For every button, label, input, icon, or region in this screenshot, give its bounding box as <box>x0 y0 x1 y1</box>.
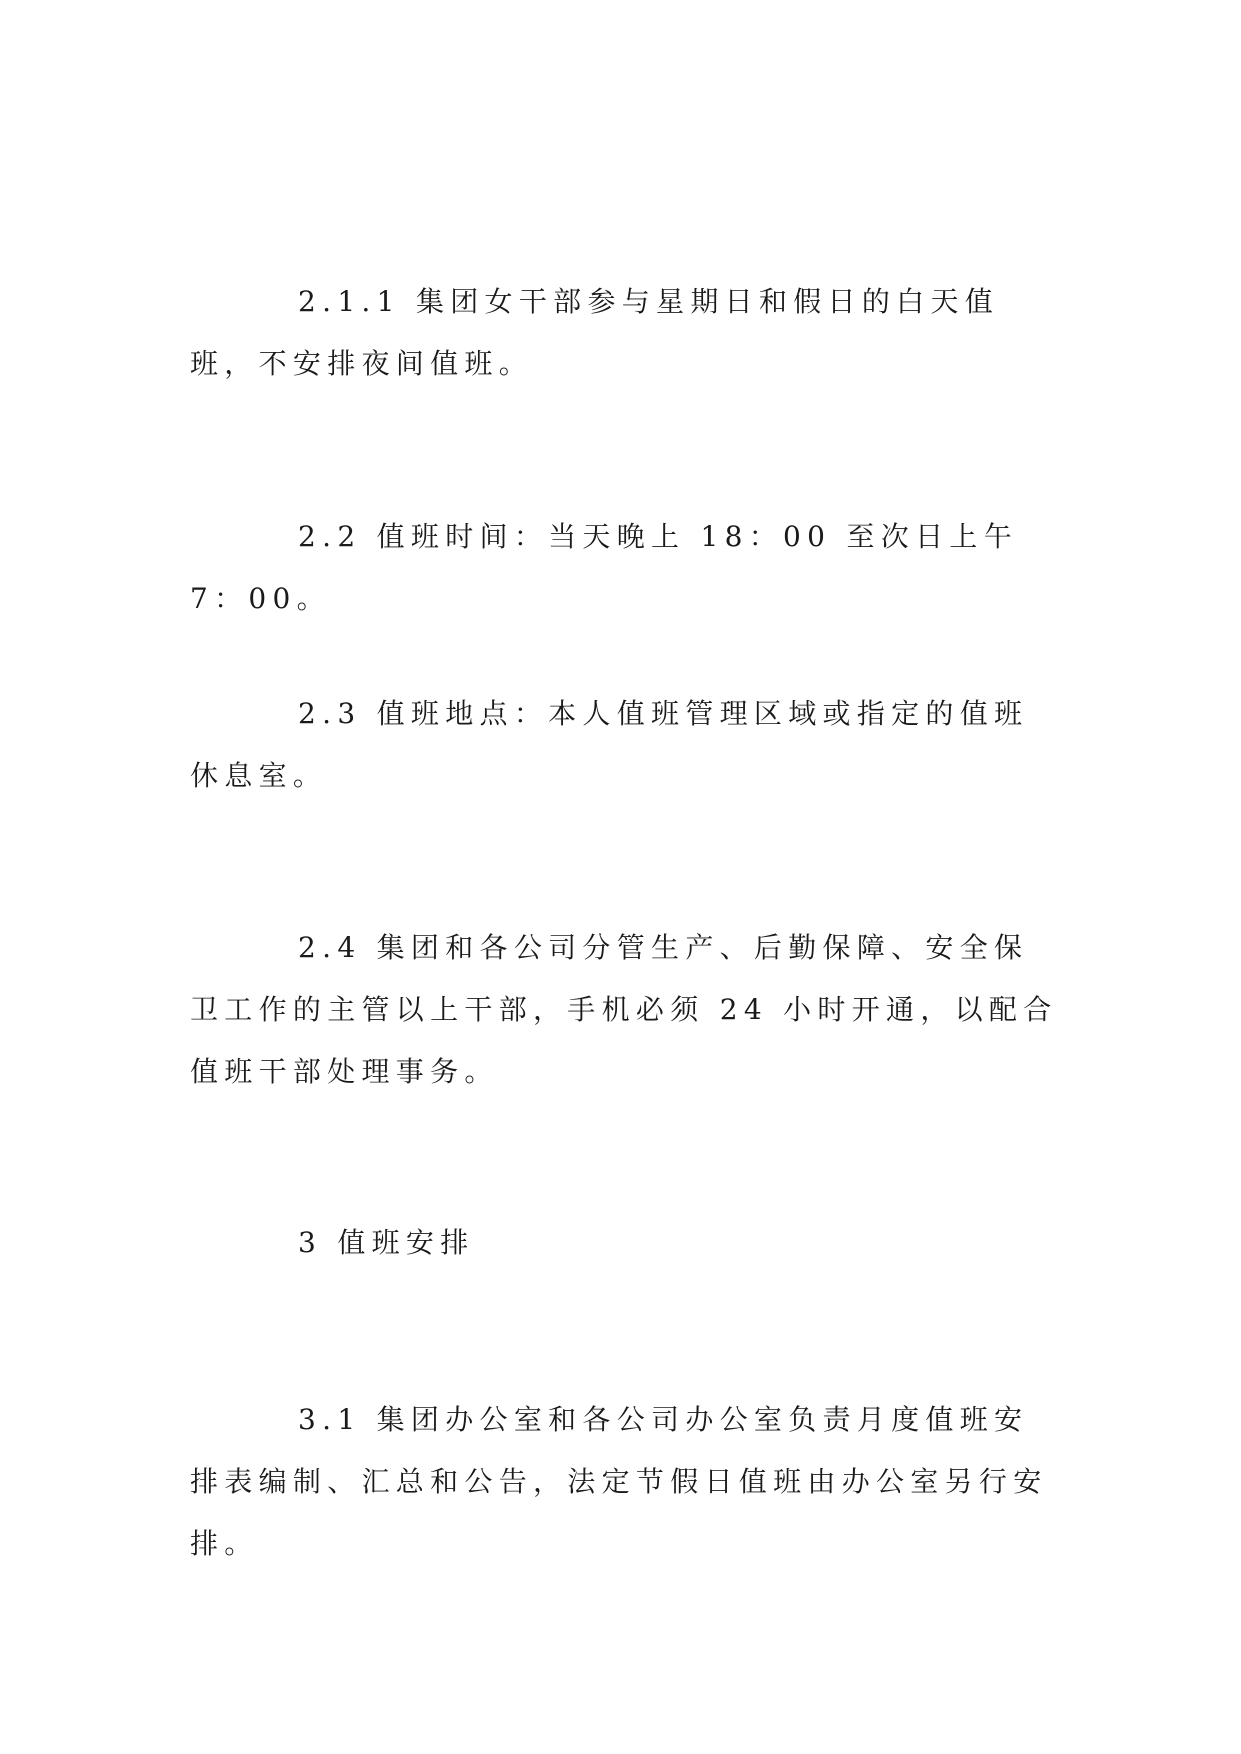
paragraph-2-4: 2.4 集团和各公司分管生产、后勤保障、安全保卫工作的主管以上干部，手机必须 24 小时开通，以配合值班干部处理事务。 <box>190 931 1058 1088</box>
paragraph-2-3: 2.3 值班地点：本人值班管理区域或指定的值班休息室。 <box>190 697 1029 792</box>
paragraph-2-2: 2.2 值班时间：当天晚上 18：00 至次日上午 7：00。 <box>190 520 1018 615</box>
section-heading-3: 3 值班安排 <box>298 1226 475 1259</box>
paragraph-3-1: 3.1 集团办公室和各公司办公室负责月度值班安排表编制、汇总和公告，法定节假日值班由办公室另行安排。 <box>190 1403 1048 1560</box>
paragraph-2-1-1: 2.1.1 集团女干部参与星期日和假日的白天值班，不安排夜间值班。 <box>190 285 1000 380</box>
